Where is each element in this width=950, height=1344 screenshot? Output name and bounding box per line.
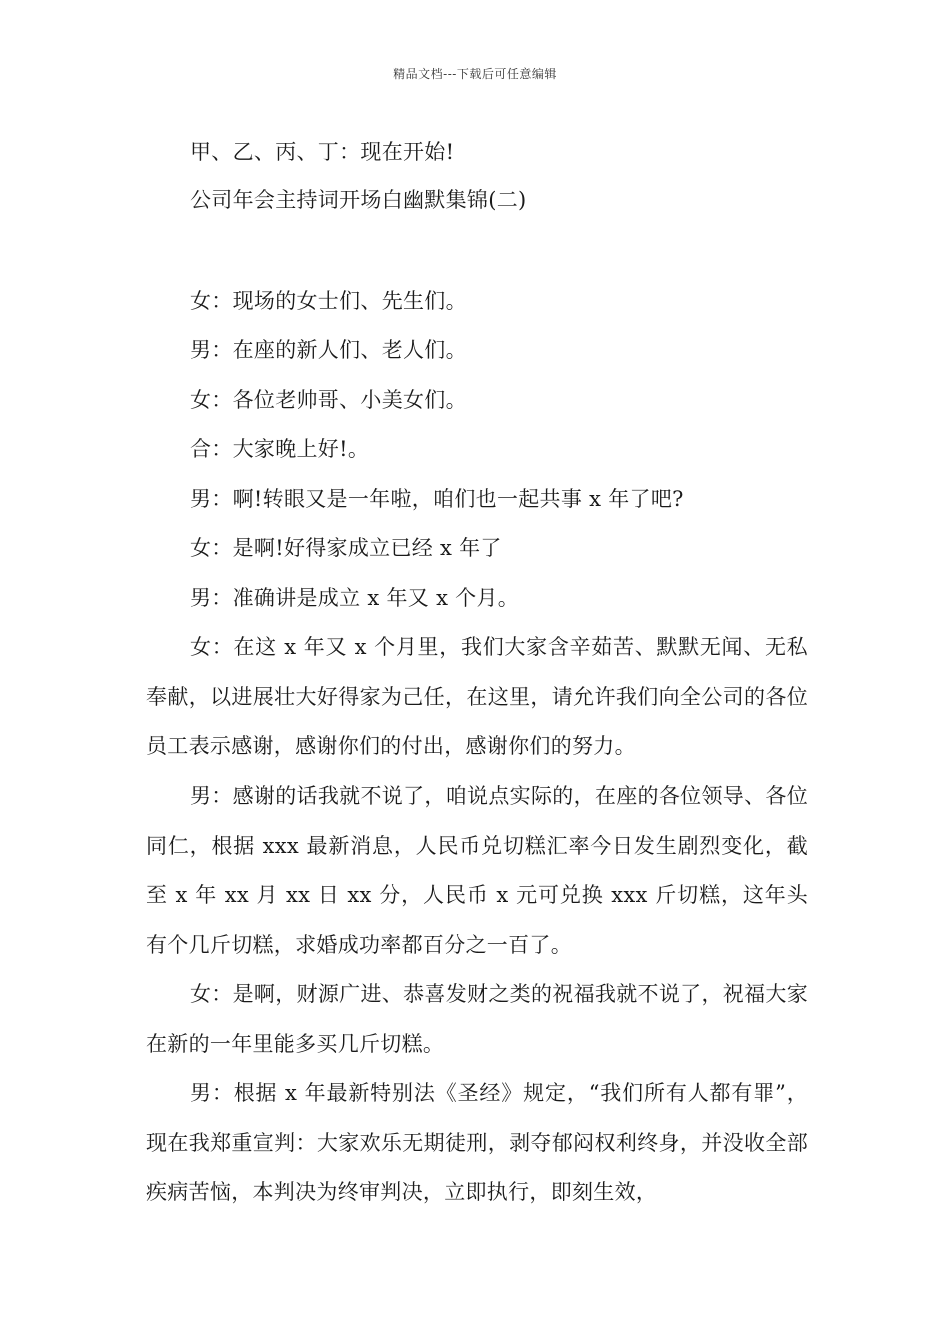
section-title: 公司年会主持词开场白幽默集锦(二) [190, 188, 527, 212]
page-header: 精品文档---下载后可任意编辑 [393, 67, 557, 81]
dialogue-line: 男：在座的新人们、老人们。 [190, 338, 467, 362]
dialogue-paragraph: 女：在这 x 年又 x 个月里，我们大家含辛茹苦、默默无闻、无私奉献，以进展壮大好得家为己任，在这里，请允许我们向全公司的各位员工表示感谢，感谢你们的付出，感谢你们的努力。 [146, 635, 808, 758]
dialogue-paragraph: 男：感谢的话我就不说了，咱说点实际的，在座的各位领导、各位同仁，根据 xxx 最新消息，人民币兑切糕汇率今日发生剧烈变化，截至 x 年 xx 月 xx 日 xx 分，人民币 x 元可兑换 xxx 斤切糕，这年头有个几斤切糕，求婚成功率都百分之一百了。 [146, 784, 808, 957]
dialogue-line: 男：准确讲是成立 x 年又 x 个月。 [190, 586, 520, 610]
dialogue-line: 女：是啊!好得家成立已经 x 年了 [190, 536, 502, 560]
dialogue-line: 男：啊!转眼又是一年啦，咱们也一起共事 x 年了吧? [190, 487, 684, 511]
dialogue-paragraph: 男：根据 x 年最新特别法《圣经》规定，“我们所有人都有罪”，现在我郑重宣判：大家欢乐无期徒刑，剥夺郁闷权利终身，并没收全部疾病苦恼，本判决为终审判决，立即执行，即刻生效， [146, 1081, 808, 1204]
dialogue-line: 合：大家晚上好!。 [190, 437, 370, 461]
dialogue-paragraph: 女：是啊，财源广进、恭喜发财之类的祝福我就不说了，祝福大家在新的一年里能多买几斤切糕。 [146, 982, 808, 1056]
paragraph-opening-line: 甲、乙、丙、丁：现在开始! [190, 140, 455, 164]
dialogue-line: 女：现场的女士们、先生们。 [190, 289, 467, 313]
dialogue-line: 女：各位老帅哥、小美女们。 [190, 388, 467, 412]
